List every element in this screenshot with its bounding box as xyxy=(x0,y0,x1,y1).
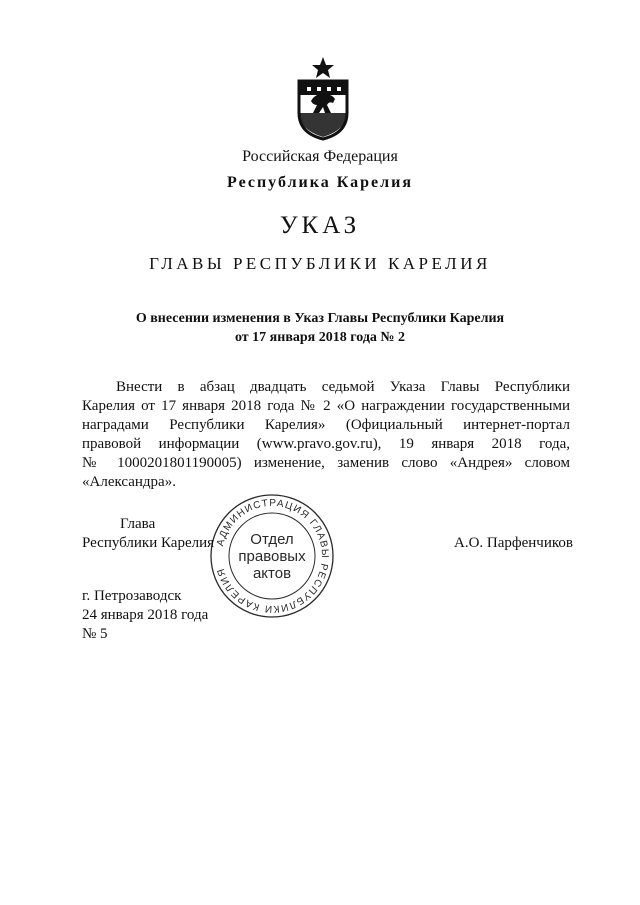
stamp-line-3: актов xyxy=(252,565,292,582)
issuer-title: ГЛАВЫ РЕСПУБЛИКИ КАРЕЛИЯ xyxy=(149,254,491,273)
document-type: УКАЗ xyxy=(279,212,361,239)
official-stamp xyxy=(208,492,336,620)
body-line: Карелия от 17 января 2018 года № 2 «О награждении государственными xyxy=(82,398,570,414)
issue-city: г. Петрозаводск xyxy=(82,588,182,604)
stamp-line-1: Отдел xyxy=(250,531,294,548)
subject-line-1: О внесении изменения в Указ Главы Республики Карелия xyxy=(135,311,505,326)
country-name: Российская Федерация xyxy=(242,148,398,165)
republic-name: Республика Карелия xyxy=(227,174,413,191)
body-line: правовой информации (www.pravo.gov.ru), 19 января 2018 года, xyxy=(82,436,570,452)
body-line: № 1000201801190005) изменение, заменив слово «Андрея» словом xyxy=(82,455,570,471)
stamp-line-2: правовых xyxy=(238,548,306,565)
signatory-title: Глава xyxy=(120,516,156,532)
coat-of-arms-emblem xyxy=(293,55,353,141)
issue-date: 24 января 2018 года xyxy=(82,607,209,623)
signatory-org: Республики Карелия xyxy=(82,535,215,551)
stamp-ring-text: АДМИНИСТРАЦИЯ ГЛАВЫ РЕСПУБЛИКИ КАРЕЛИЯ xyxy=(215,497,331,615)
decree-number: № 5 xyxy=(82,626,108,642)
decree-body xyxy=(82,378,570,492)
subject-line-2: от 17 января 2018 года № 2 xyxy=(234,330,405,345)
body-line: наградами Республики Карелия» (Официальный интернет-портал xyxy=(82,417,570,433)
body-line: Внести в абзац двадцать седьмой Указа Главы Республики xyxy=(116,379,570,395)
signatory-name: А.О. Парфенчиков xyxy=(454,535,573,551)
place-and-date xyxy=(82,587,208,644)
body-line: «Александра». xyxy=(82,474,176,490)
decree-subject xyxy=(0,309,640,347)
